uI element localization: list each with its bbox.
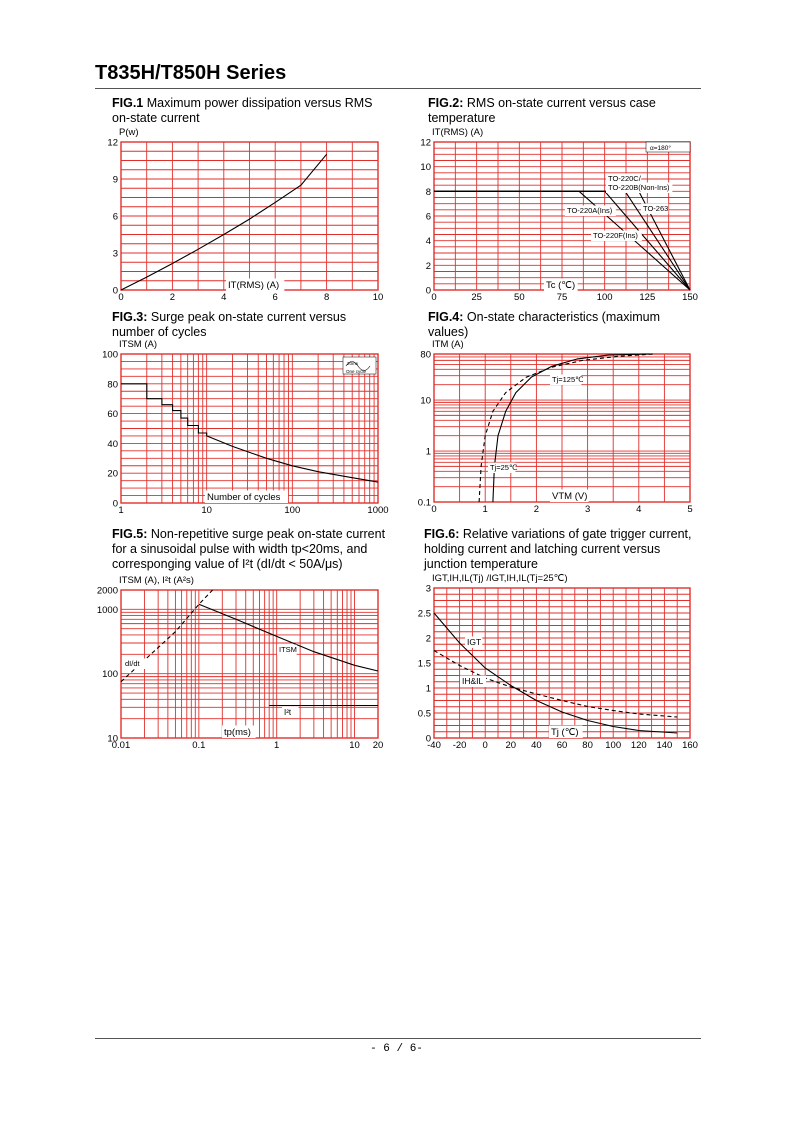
- fig2-ytick-label: 2: [425, 260, 431, 272]
- fig6-annot-ihil: IH&IL: [462, 676, 484, 686]
- fig2-ytick-label: 0: [425, 285, 431, 297]
- fig4-xtick-label: 2: [533, 504, 540, 515]
- fig6-xlabel: Tj (℃): [551, 727, 579, 738]
- document-title: T835H/T850H Series: [95, 62, 287, 84]
- fig6-ytick-label: 2.5: [417, 608, 431, 620]
- fig5-ylabel: ITSM (A), I²t (A²s): [119, 575, 194, 586]
- fig2-xtick-label: 100: [596, 292, 613, 303]
- fig6-ytick-label: 3: [425, 583, 431, 595]
- fig6-xtick-label: 100: [605, 740, 622, 751]
- fig3-xtick-label: 100: [284, 505, 301, 516]
- fig4-xtick-label: 4: [636, 504, 642, 515]
- fig5-ytick-label: 10: [107, 733, 118, 745]
- fig6-ylabel: IGT,IH,IL(Tj) /IGT,IH,IL(Tj=25℃): [432, 573, 568, 584]
- fig5-xtick-label: 0.01: [111, 740, 131, 751]
- fig2-ytick-label: 10: [420, 162, 431, 174]
- fig3-annot-one-cycle: One cycle: [346, 369, 367, 374]
- fig5-annot-itsm: ITSM: [279, 645, 297, 654]
- fig3-ytick-label: 60: [107, 409, 118, 421]
- page-number: - 6 / 6-: [370, 1043, 423, 1055]
- fig4-xtick-label: 0: [431, 504, 437, 515]
- fig2-ytick-label: 8: [425, 186, 431, 198]
- fig4-annot-tj25: Tj=25℃: [490, 463, 518, 472]
- fig4-xtick-label: 1: [482, 504, 488, 515]
- fig1-xtick-label: 4: [221, 292, 227, 303]
- fig2-annot-to263: TO-263: [643, 204, 669, 213]
- fig1-ytick-label: 0: [112, 285, 118, 297]
- fig3-xtick-label: 1000: [367, 505, 389, 516]
- fig6-xtick-label: 120: [630, 740, 647, 751]
- fig1-xtick-label: 2: [169, 292, 176, 303]
- fig4-ytick-label: 10: [420, 395, 431, 407]
- fig2-xtick-label: 50: [514, 292, 525, 303]
- fig1-xtick-label: 8: [323, 292, 330, 303]
- fig3-xlabel: Number of cycles: [207, 492, 281, 503]
- fig2-ytick-label: 6: [425, 211, 431, 223]
- fig3-ytick-label: 100: [102, 349, 118, 361]
- fig2-ylabel: IT(RMS) (A): [432, 127, 484, 138]
- fig3-xtick-label: 10: [201, 505, 212, 516]
- fig3-ytick-label: 80: [107, 379, 118, 391]
- fig1-ytick-label: 9: [112, 174, 118, 186]
- fig3-ytick-label: 20: [107, 468, 118, 480]
- fig6-xtick-label: 40: [531, 740, 542, 751]
- fig6-series-0: [434, 613, 677, 733]
- fig2-xtick-label: 75: [556, 292, 568, 303]
- fig5-ytick-label: 1000: [96, 604, 118, 616]
- fig6-xtick-label: 60: [556, 740, 568, 751]
- fig1-caption: FIG.1 Maximum power dissipation versus RMS on-state current: [112, 96, 373, 125]
- fig6-grid: [434, 588, 690, 738]
- fig2-xtick-label: 150: [682, 292, 698, 303]
- fig6-ytick-label: 0.5: [417, 708, 431, 720]
- fig1-ytick-label: 12: [107, 137, 118, 149]
- fig2-annot-to220b: TO-220B(Non-Ins): [608, 183, 670, 192]
- fig5-xtick-label: 0.1: [192, 740, 206, 751]
- fig6-annot-igt: IGT: [467, 637, 482, 647]
- fig2-caption: FIG.2: RMS on-state current versus case temperature: [428, 96, 656, 125]
- fig3-ytick-label: 0: [112, 498, 118, 510]
- fig4-caption: FIG.4: On-state characteristics (maximum values): [428, 310, 660, 339]
- fig5-annot-i2t: I²t: [284, 708, 292, 717]
- fig4-xtick-label: 3: [584, 504, 591, 515]
- fig5-xtick-label: 1: [274, 740, 280, 751]
- fig3-annot-20ms: 20ms: [347, 361, 359, 366]
- fig6-xtick-label: 0: [482, 740, 488, 751]
- fig1-xlabel: IT(RMS) (A): [228, 280, 280, 291]
- fig6-xtick-label: -20: [452, 740, 467, 751]
- fig4-ytick-label: 1: [425, 446, 431, 458]
- fig6-xtick-label: 140: [656, 740, 673, 751]
- fig6-xtick-label: 80: [582, 740, 593, 751]
- fig4-ytick-label: 0.1: [417, 497, 431, 509]
- fig6-xtick-label: 160: [682, 740, 698, 751]
- fig3-xtick-label: 1: [118, 505, 124, 516]
- fig3-ylabel: ITSM (A): [119, 339, 157, 350]
- fig1-xtick-label: 10: [372, 292, 384, 303]
- fig3-caption: FIG.3: Surge peak on-state current versus number of cycles: [112, 310, 347, 339]
- fig5-ytick-label: 100: [102, 669, 118, 681]
- fig5-caption: FIG.5: Non-repetitive surge peak on-state current for a sinusoidal pulse with width tp<20ms, and corresponging value of I²t (dI/dt < 50A/μs): [112, 527, 386, 571]
- fig1-xtick-label: 6: [272, 292, 278, 303]
- fig6-ytick-label: 0: [425, 733, 431, 745]
- fig2-xtick-label: 25: [471, 292, 482, 303]
- fig2-xlabel: Tc (℃): [546, 280, 576, 291]
- fig5-xlabel: tp(ms): [224, 727, 251, 738]
- fig2-xtick-label: 0: [431, 292, 437, 303]
- footer-rule: [95, 1038, 701, 1039]
- fig6-xtick-label: 20: [505, 740, 517, 751]
- fig6-xtick-label: -40: [427, 740, 441, 751]
- fig2-annot-to220f: TO-220F(Ins): [593, 231, 638, 240]
- fig5-ytick-label: 2000: [96, 585, 118, 597]
- fig3-ytick-label: 40: [107, 438, 118, 450]
- fig6-caption: FIG.6: Relative variations of gate trigger current, holding current and latching current versus junction temperature: [424, 527, 692, 571]
- fig4-xlabel: VTM (V): [552, 491, 588, 502]
- fig4-annot-tj125: Tj=125℃: [552, 375, 584, 384]
- fig2-ytick-label: 12: [420, 137, 431, 149]
- fig2-annot-to220a: TO-220A(Ins): [567, 206, 613, 215]
- fig5-annot-didt: dI/dt: [125, 659, 140, 668]
- fig1-ytick-label: 6: [112, 211, 118, 223]
- fig2-annot-to220c: TO-220C/: [608, 174, 641, 183]
- fig1-ylabel: P(w): [119, 127, 139, 138]
- fig1-xtick-label: 0: [118, 292, 124, 303]
- fig1-ytick-label: 3: [112, 248, 118, 260]
- fig6-ytick-label: 1.5: [417, 658, 431, 670]
- fig4-ytick-label: 80: [420, 349, 431, 361]
- fig4-xtick-label: 5: [687, 504, 693, 515]
- fig5-xtick-label: 20: [372, 740, 384, 751]
- fig2-annot-alpha: α=180°: [650, 145, 671, 152]
- fig5-xtick-label: 10: [349, 740, 360, 751]
- fig2-xtick-label: 125: [639, 292, 656, 303]
- fig6-ytick-label: 1: [425, 683, 431, 695]
- fig4-ylabel: ITM (A): [432, 339, 464, 350]
- fig2-ytick-label: 4: [425, 236, 431, 248]
- fig6-ytick-label: 2: [425, 633, 431, 645]
